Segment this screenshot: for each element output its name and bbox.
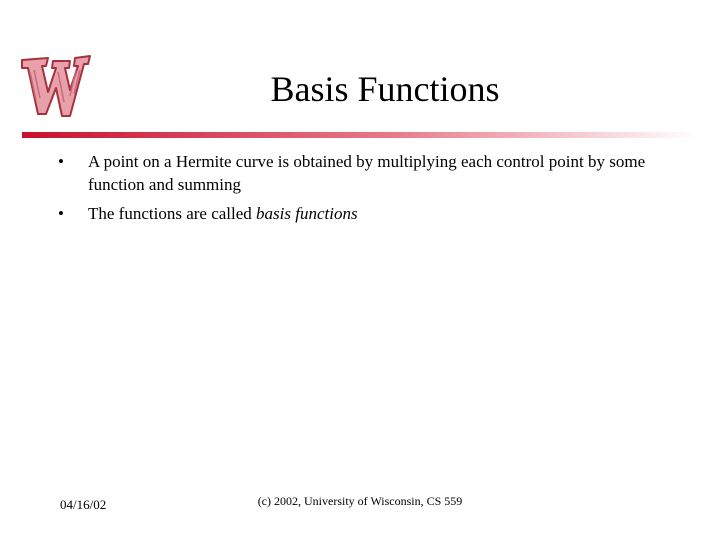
footer-copyright: (c) 2002, University of Wisconsin, CS 559 xyxy=(257,494,463,508)
bullet-marker: • xyxy=(58,204,64,223)
footer-date: 04/16/02 xyxy=(60,497,107,512)
bullet-item xyxy=(58,202,688,225)
title-underline xyxy=(22,132,698,138)
wisconsin-w-logo-icon xyxy=(18,52,94,122)
bullet-marker: • xyxy=(58,152,64,171)
slide-title: Basis Functions xyxy=(270,69,500,109)
bullet-item xyxy=(58,150,688,196)
bullet-emphasis: basis functions xyxy=(256,204,358,223)
bullet-text: A point on a Hermite curve is obtained by multiplying each control point by some function and summing xyxy=(88,152,646,194)
bullet-text: The functions are called xyxy=(88,204,257,223)
logo-w-shape xyxy=(22,56,90,116)
bullet-list xyxy=(58,150,688,231)
